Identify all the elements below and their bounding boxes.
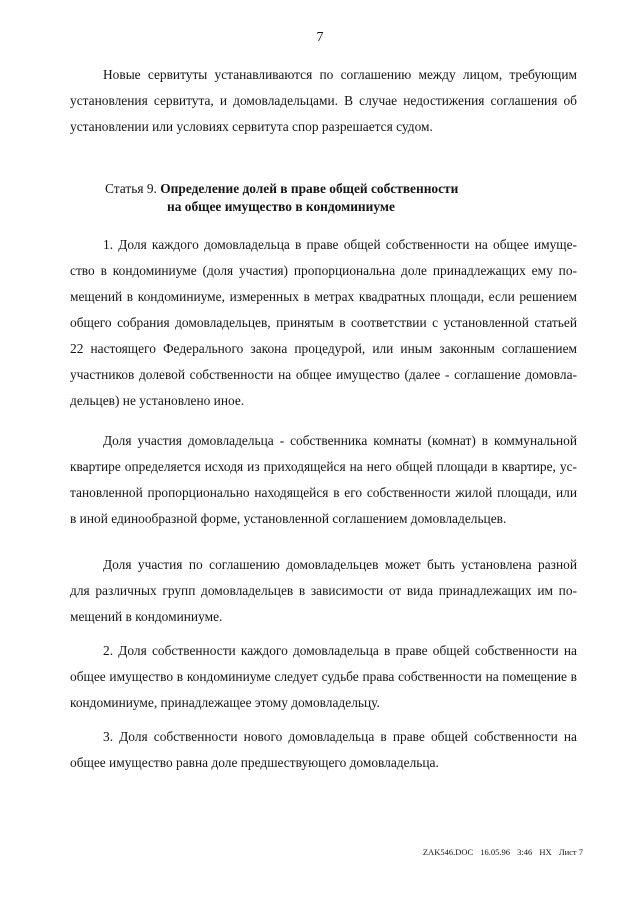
- footer-initials: НХ: [539, 847, 552, 857]
- document-footer: [423, 847, 583, 857]
- paragraph-line: тановленной пропорционально находящейся в его собственности жилой площади, или: [70, 485, 577, 500]
- paragraph-line: ство в кондоминиуме (доля участия) пропорциональна доле принадлежащих ему по-: [70, 263, 577, 278]
- article-title: Определение долей в праве общей собственности: [160, 181, 459, 196]
- paragraph-4: [70, 638, 577, 716]
- footer-sheet: Лист 7: [558, 847, 583, 857]
- intro-paragraph: [70, 62, 577, 140]
- paragraph-line: дельцев) не установлено иное.: [70, 393, 245, 408]
- paragraph-line: Доля участия домовладельца - собственника комнаты (комнат) в коммунальной: [103, 433, 577, 448]
- paragraph-line: общего собрания домовладельцев, принятым в соответствии с установленной статьей: [70, 315, 577, 330]
- paragraph-line: 2. Доля собственности каждого домовладельца в праве общей собственности на: [103, 643, 577, 658]
- paragraph-line: установлении или условиях сервитута спор разрешается судом.: [70, 119, 433, 134]
- paragraph-line: для различных групп домовладельцев в зависимости от вида принадлежащих им по-: [70, 583, 577, 598]
- paragraph-line: кондоминиуме, принадлежащее этому домовладельцу.: [70, 695, 380, 710]
- footer-filename: ZAK546.DOC: [422, 847, 474, 857]
- paragraph-1: [70, 232, 577, 414]
- paragraph-line: 3. Доля собственности нового домовладельца в праве общей собственности на: [103, 729, 577, 744]
- paragraph-line: участников долевой собственности на общее имущество (далее - соглашение домовла-: [70, 367, 577, 382]
- article-heading: [105, 180, 458, 216]
- paragraph-line: Новые сервитуты устанавливаются по соглашению между лицом, требующим: [103, 67, 577, 82]
- paragraph-line: 22 настоящего Федерального закона процедурой, или иным законным соглашением: [70, 341, 577, 356]
- paragraph-line: общее имущество в кондоминиуме следует судьбе права собственности на помещение в: [70, 669, 577, 684]
- paragraph-line: мещений в кондоминиуме, измеренных в метрах квадратных площади, если решением: [70, 289, 577, 304]
- footer-date: 16.05.96: [480, 847, 511, 857]
- paragraph-line: 1. Доля каждого домовладельца в праве общей собственности на общее имуще-: [103, 237, 577, 252]
- paragraph-5: [70, 724, 577, 776]
- paragraph-3: [70, 552, 577, 630]
- paragraph-line: установления сервитута, и домовладельцами. В случае недостижения соглашения об: [70, 93, 577, 108]
- article-number: Статья 9.: [105, 181, 157, 196]
- footer-time: 3:46: [517, 847, 533, 857]
- paragraph-line: квартире определяется исходя из приходящейся на него общей площади в квартире, ус-: [70, 459, 577, 474]
- paragraph-line: общее имущество равна доле предшествующего домовладельца.: [70, 755, 439, 770]
- paragraph-line: в иной единообразной форме, установленной соглашением домовладельцев.: [70, 511, 507, 526]
- paragraph-line: Доля участия по соглашению домовладельцев может быть установлена разной: [103, 557, 577, 572]
- paragraph-line: мещений в кондоминиуме.: [70, 609, 223, 624]
- page-number: 7: [316, 30, 324, 45]
- paragraph-2: [70, 428, 577, 532]
- article-title-continuation: на общее имущество в кондоминиуме: [167, 199, 395, 214]
